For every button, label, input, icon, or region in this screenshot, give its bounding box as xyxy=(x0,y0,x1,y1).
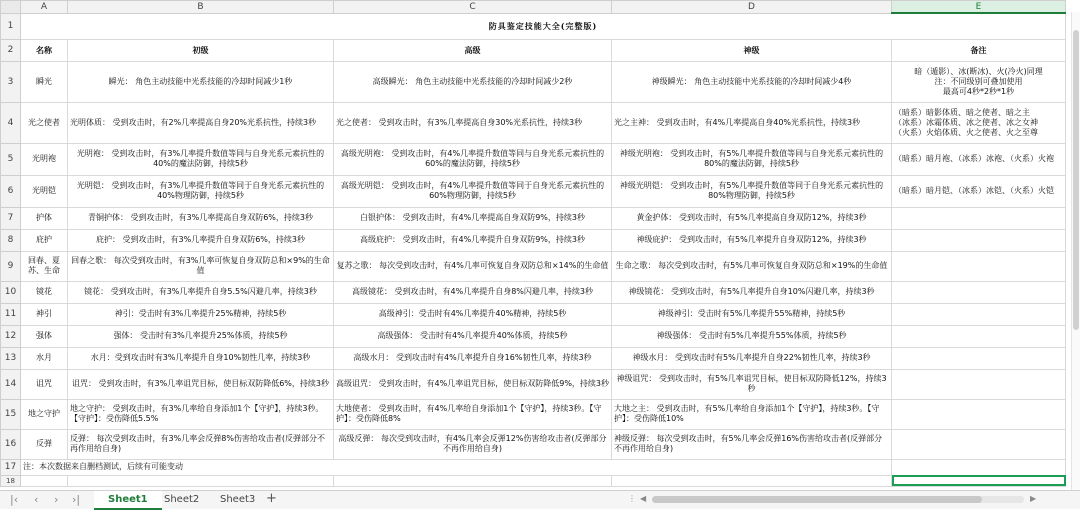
header-divine[interactable]: 神级 xyxy=(612,39,892,61)
row-header[interactable]: 14 xyxy=(1,369,21,399)
skill-name-cell[interactable]: 光之使者 xyxy=(21,102,68,143)
row-header[interactable]: 12 xyxy=(1,325,21,347)
skill-name-cell[interactable]: 地之守护 xyxy=(21,399,68,429)
advanced-skill-cell[interactable]: 大地使者： 受到攻击时，有4%几率给自身添加1个【守护】，持续3秒。【守护】：受伤降低8% xyxy=(334,399,612,429)
advanced-skill-cell[interactable]: 高级庇护： 受到攻击时，有4%几率提升自身双防9%，持续3秒 xyxy=(334,229,612,251)
skill-name-cell[interactable]: 光明袍 xyxy=(21,143,68,175)
tab-sheet1[interactable]: Sheet1 xyxy=(94,491,162,510)
scroll-left-icon[interactable]: ◀ xyxy=(640,494,647,503)
row-header[interactable]: 6 xyxy=(1,175,21,207)
first-sheet-icon[interactable]: |‹ xyxy=(10,493,19,506)
empty-cell[interactable] xyxy=(21,475,68,486)
next-sheet-icon[interactable]: › xyxy=(54,493,59,506)
basic-skill-cell[interactable]: 强体： 受击时有3%几率提升25%体质，持续5秒 xyxy=(68,325,334,347)
divine-skill-cell[interactable]: 大地之主： 受到攻击时，有5%几率给自身添加1个【守护】，持续3秒。【守护】：受伤降低10% xyxy=(612,399,892,429)
row-header[interactable]: 16 xyxy=(1,429,21,459)
horizontal-scrollbar[interactable] xyxy=(652,496,1024,503)
divine-skill-cell[interactable]: 光之主神： 受到攻击时，有4%几率提高自身40%光系抗性，持续3秒 xyxy=(612,102,892,143)
basic-skill-cell[interactable]: 庇护： 受到攻击时，有3%几率提升自身双防6%，持续3秒 xyxy=(68,229,334,251)
empty-cell[interactable] xyxy=(612,475,892,486)
row-header[interactable]: 2 xyxy=(1,39,21,61)
divine-skill-cell[interactable]: 神级庇护： 受到攻击时，有5%几率提升自身双防12%，持续3秒 xyxy=(612,229,892,251)
basic-skill-cell[interactable]: 回春之歌： 每次受到攻击时，有3%几率可恢复自身双防总和×9%的生命值 xyxy=(68,251,334,281)
divine-skill-cell[interactable]: 神级反弹： 每次受到攻击时，有5%几率会反弹16%伤害给攻击者(反弹部分不再作用给自身) xyxy=(612,429,892,459)
remark-cell[interactable] xyxy=(892,207,1066,229)
selected-cell[interactable] xyxy=(892,475,1066,486)
sheet-tab-bar xyxy=(0,490,1080,509)
basic-skill-cell[interactable]: 镜花： 受到攻击时，有3%几率提升自身5.5%闪避几率，持续3秒 xyxy=(68,281,334,303)
remark-cell[interactable] xyxy=(892,251,1066,281)
basic-skill-cell[interactable]: 光明铠： 受到攻击时，有3%几率提升数值等同于自身光系元素抗性的40%物理防御，持续5秒 xyxy=(68,175,334,207)
basic-skill-cell[interactable]: 水月：受到攻击时有3%几率提升自身10%韧性几率，持续3秒 xyxy=(68,347,334,369)
remark-cell[interactable] xyxy=(892,303,1066,325)
row-header[interactable]: 3 xyxy=(1,61,21,102)
header-name[interactable]: 名称 xyxy=(21,39,68,61)
remark-cell[interactable] xyxy=(892,229,1066,251)
column-header-b[interactable]: B xyxy=(68,1,334,14)
advanced-skill-cell[interactable]: 高级光明铠： 受到攻击时，有4%几率提升数值等同于自身光系元素抗性的60%物理防御，持续5秒 xyxy=(334,175,612,207)
horizontal-scroll-thumb[interactable] xyxy=(652,496,982,503)
basic-skill-cell[interactable]: 光明袍： 受到攻击时，有3%几率提升数值等同与自身光系元素抗性的40%的魔法防御，持续5秒 xyxy=(68,143,334,175)
scroll-divider-icon[interactable]: ⋮ xyxy=(628,494,636,503)
basic-skill-cell[interactable]: 神引：受击时有3%几率提升25%精神，持续5秒 xyxy=(68,303,334,325)
row-header[interactable]: 13 xyxy=(1,347,21,369)
vertical-scrollbar[interactable] xyxy=(1071,12,1080,490)
basic-skill-cell[interactable]: 瞬光： 角色主动技能中光系技能的冷却时间减少1秒 xyxy=(68,61,334,102)
column-header-d[interactable]: D xyxy=(612,1,892,14)
remark-cell[interactable] xyxy=(892,325,1066,347)
divine-skill-cell[interactable]: 神级光明铠： 受到攻击时，有5%几率提升数值等同于自身光系元素抗性的80%物理防御，持续5秒 xyxy=(612,175,892,207)
skill-name-cell[interactable]: 回春、夏苏、生命 xyxy=(21,251,68,281)
skill-name-cell[interactable]: 护体 xyxy=(21,207,68,229)
divine-skill-cell[interactable]: 神级水月： 受到攻击时有5%几率提升自身22%韧性几率，持续3秒 xyxy=(612,347,892,369)
row-header[interactable]: 7 xyxy=(1,207,21,229)
remark-cell[interactable]: 暗（遁影）、冰(断冰)、火(冷火)同理 注：不同级别可叠加使用 最高可4秒*2秒*1秒 xyxy=(892,61,1066,102)
row-header[interactable]: 8 xyxy=(1,229,21,251)
remark-cell[interactable] xyxy=(892,429,1066,459)
advanced-skill-cell[interactable]: 高级镜花： 受到攻击时，有4%几率提升自身8%闪避几率，持续3秒 xyxy=(334,281,612,303)
basic-skill-cell[interactable]: 青铜护体： 受到攻击时，有3%几率提高自身双防6%，持续3秒 xyxy=(68,207,334,229)
remark-cell[interactable]: （暗系）暗月铠、（冰系）冰铠、（火系）火铠 xyxy=(892,175,1066,207)
advanced-skill-cell[interactable]: 复苏之歌： 每次受到攻击时，有4%几率可恢复自身双防总和×14%的生命值 xyxy=(334,251,612,281)
add-sheet-icon[interactable]: + xyxy=(266,491,277,506)
scroll-right-icon[interactable]: ▶ xyxy=(1030,494,1037,503)
basic-skill-cell[interactable]: 地之守护： 受到攻击时，有3%几率给自身添加1个【守护】，持续3秒。【守护】：受伤降低5.5% xyxy=(68,399,334,429)
skill-name-cell[interactable]: 光明铠 xyxy=(21,175,68,207)
divine-skill-cell[interactable]: 神级镜花： 受到攻击时，有5%几率提升自身10%闪避几率，持续3秒 xyxy=(612,281,892,303)
advanced-skill-cell[interactable]: 白银护体： 受到攻击时，有4%几率提高自身双防9%，持续3秒 xyxy=(334,207,612,229)
skill-name-cell[interactable]: 瞬光 xyxy=(21,61,68,102)
advanced-skill-cell[interactable]: 高级强体： 受击时有4%几率提升40%体质，持续5秒 xyxy=(334,325,612,347)
empty-cell[interactable] xyxy=(68,475,334,486)
vertical-scroll-thumb[interactable] xyxy=(1073,30,1079,330)
remark-cell[interactable] xyxy=(892,369,1066,399)
empty-cell[interactable] xyxy=(892,459,1066,475)
row-header[interactable]: 15 xyxy=(1,399,21,429)
row-header[interactable]: 11 xyxy=(1,303,21,325)
advanced-skill-cell[interactable]: 高级诅咒： 受到攻击时，有4%几率诅咒目标，使目标双防降低9%，持续3秒 xyxy=(334,369,612,399)
advanced-skill-cell[interactable]: 高级神引：受击时有4%几率提升40%精神，持续5秒 xyxy=(334,303,612,325)
skill-name-cell[interactable]: 反弹 xyxy=(21,429,68,459)
tab-sheet3[interactable]: Sheet3 xyxy=(220,494,256,505)
row-header[interactable]: 18 xyxy=(1,475,21,486)
skill-name-cell[interactable]: 神引 xyxy=(21,303,68,325)
remark-cell[interactable] xyxy=(892,347,1066,369)
advanced-skill-cell[interactable]: 高级光明袍： 受到攻击时，有4%几率提升数值等同与自身光系元素抗性的60%的魔法防御，持续5秒 xyxy=(334,143,612,175)
basic-skill-cell[interactable]: 诅咒： 受到攻击时，有3%几率诅咒目标，使目标双防降低6%，持续3秒 xyxy=(68,369,334,399)
empty-cell[interactable] xyxy=(334,475,612,486)
basic-skill-cell[interactable]: 反弹： 每次受到攻击时，有3%几率会反弹8%伤害给攻击者(反弹部分不再作用给自身) xyxy=(68,429,334,459)
column-header-c[interactable]: C xyxy=(334,1,612,14)
skill-name-cell[interactable]: 水月 xyxy=(21,347,68,369)
footnote[interactable]: 注：本次数据来自删档测试，后续有可能变动 xyxy=(21,459,892,475)
divine-skill-cell[interactable]: 神级神引：受击时有5%几率提升55%精神，持续5秒 xyxy=(612,303,892,325)
advanced-skill-cell[interactable]: 高级瞬光： 角色主动技能中光系技能的冷却时间减少2秒 xyxy=(334,61,612,102)
divine-skill-cell[interactable]: 神级光明袍： 受到攻击时，有5%几率提升数值等同与自身光系元素抗性的80%的魔法防御，持续5秒 xyxy=(612,143,892,175)
column-header-e[interactable]: E xyxy=(892,1,1066,14)
row-header[interactable]: 10 xyxy=(1,281,21,303)
row-header[interactable]: 1 xyxy=(1,13,21,39)
remark-cell[interactable]: （暗系）暗影体质、暗之使者、暗之主 （冰系）冰霜体质、冰之使者、冰之女神 （火系）火焰体质、火之使者、火之至尊 xyxy=(892,102,1066,143)
sheet-title[interactable]: 防具鉴定技能大全(完整版) xyxy=(21,13,1066,39)
column-header-a[interactable]: A xyxy=(21,1,68,14)
row-header[interactable]: 5 xyxy=(1,143,21,175)
row-header[interactable]: 17 xyxy=(1,459,21,475)
divine-skill-cell[interactable]: 神级瞬光： 角色主动技能中光系技能的冷却时间减少4秒 xyxy=(612,61,892,102)
last-sheet-icon[interactable]: ›| xyxy=(72,493,81,506)
row-header[interactable]: 4 xyxy=(1,102,21,143)
prev-sheet-icon[interactable]: ‹ xyxy=(34,493,39,506)
row-header[interactable]: 9 xyxy=(1,251,21,281)
divine-skill-cell[interactable]: 神级强体： 受击时有5%几率提升55%体质，持续5秒 xyxy=(612,325,892,347)
tab-sheet2[interactable]: Sheet2 xyxy=(164,494,200,505)
skill-name-cell[interactable]: 镜花 xyxy=(21,281,68,303)
remark-cell[interactable] xyxy=(892,281,1066,303)
header-advanced[interactable]: 高级 xyxy=(334,39,612,61)
basic-skill-cell[interactable]: 光明体质： 受到攻击时，有2%几率提高自身20%光系抗性，持续3秒 xyxy=(68,102,334,143)
skill-name-cell[interactable]: 强体 xyxy=(21,325,68,347)
advanced-skill-cell[interactable]: 高级反弹： 每次受到攻击时，有4%几率会反弹12%伤害给攻击者(反弹部分不再作用给自身) xyxy=(334,429,612,459)
remark-cell[interactable]: （暗系）暗月袍、（冰系）冰袍、（火系）火袍 xyxy=(892,143,1066,175)
skill-name-cell[interactable]: 庇护 xyxy=(21,229,68,251)
header-remark[interactable]: 备注 xyxy=(892,39,1066,61)
divine-skill-cell[interactable]: 黄金护体： 受到攻击时，有5%几率提高自身双防12%，持续3秒 xyxy=(612,207,892,229)
select-all-corner[interactable] xyxy=(1,1,21,14)
skill-name-cell[interactable]: 诅咒 xyxy=(21,369,68,399)
remark-cell[interactable] xyxy=(892,399,1066,429)
advanced-skill-cell[interactable]: 光之使者： 受到攻击时，有3%几率提高自身30%光系抗性，持续3秒 xyxy=(334,102,612,143)
divine-skill-cell[interactable]: 生命之歌： 每次受到攻击时，有5%几率可恢复自身双防总和×19%的生命值 xyxy=(612,251,892,281)
divine-skill-cell[interactable]: 神级诅咒： 受到攻击时，有5%几率诅咒目标，使目标双防降低12%，持续3秒 xyxy=(612,369,892,399)
header-basic[interactable]: 初级 xyxy=(68,39,334,61)
advanced-skill-cell[interactable]: 高级水月： 受到攻击时有4%几率提升自身16%韧性几率，持续3秒 xyxy=(334,347,612,369)
